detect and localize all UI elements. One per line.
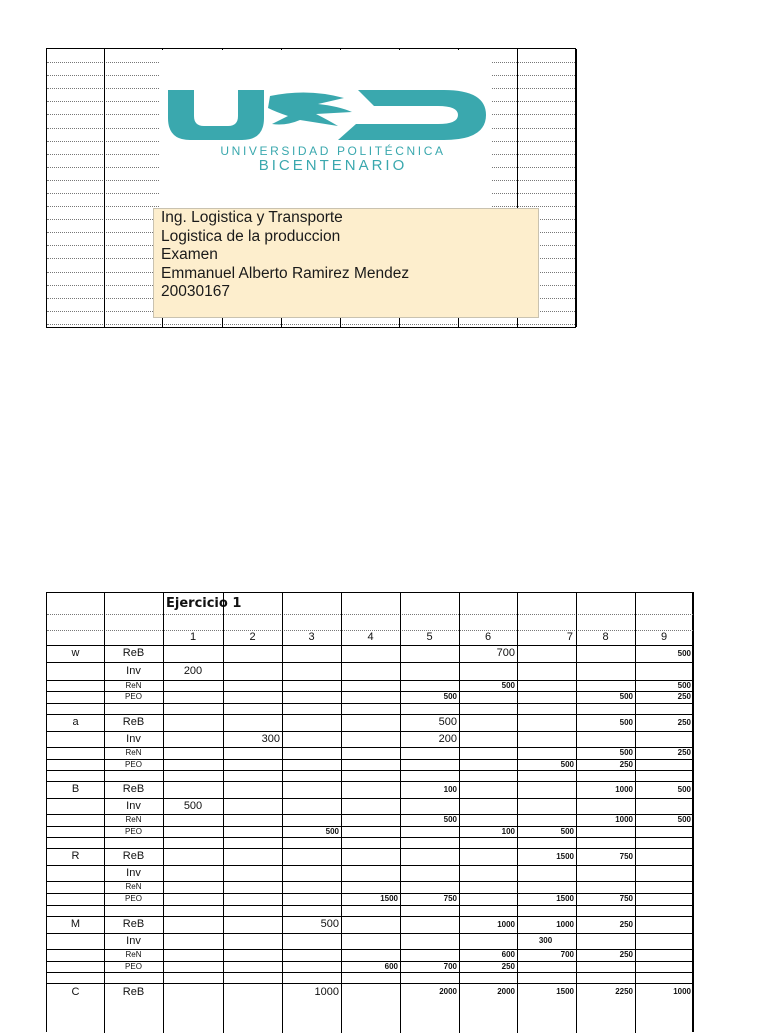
value-cell: 250 (619, 760, 633, 769)
row-label-cell: ReB (122, 986, 145, 998)
period-header: 7 (566, 631, 573, 643)
value-cell: 500 (325, 827, 339, 836)
table-row-line (47, 905, 693, 906)
value-cell: 300 (538, 936, 553, 945)
row-label-cell: PEO (125, 760, 142, 769)
value-cell: 750 (619, 852, 633, 861)
logo-university-text: UNIVERSIDAD POLITÉCNICA (220, 144, 446, 158)
value-cell: 500 (619, 718, 633, 727)
logo-bicentenario-text: BICENTENARIO (258, 157, 408, 174)
value-cell: 500 (320, 918, 339, 930)
value-cell: 250 (677, 692, 691, 701)
value-cell: 1500 (556, 987, 574, 996)
row-label-cell: Inv (126, 867, 141, 879)
value-cell: 500 (619, 692, 633, 701)
period-header: 4 (367, 631, 374, 643)
value-cell: 200 (438, 733, 457, 745)
value-cell: 1500 (556, 852, 574, 861)
row-label-cell: ReN (125, 748, 142, 757)
exam-info-box (153, 208, 539, 318)
value-cell: 1000 (615, 815, 633, 824)
value-cell: 500 (560, 760, 574, 769)
table-row-line (47, 770, 693, 771)
value-cell: 600 (501, 950, 515, 959)
row-label-cell: ReB (122, 918, 145, 930)
value-cell: 500 (438, 716, 457, 728)
value-cell: 1000 (615, 785, 633, 794)
value-cell: 500 (560, 827, 574, 836)
item-name-cell: C (71, 986, 80, 998)
program-name: Ing. Logistica y Transporte (161, 209, 343, 226)
value-cell: 500 (677, 815, 691, 824)
row-label-cell: Inv (126, 733, 141, 745)
row-label-cell: PEO (125, 692, 142, 701)
value-cell: 500 (677, 681, 691, 690)
course-name: Logistica de la produccion (161, 227, 341, 245)
value-cell: 750 (619, 894, 633, 903)
row-label-cell: ReN (125, 815, 142, 824)
value-cell: 250 (677, 718, 691, 727)
value-cell: 1000 (556, 920, 574, 929)
item-name-cell: M (70, 918, 81, 930)
value-cell: 500 (183, 800, 203, 812)
table-column-line (282, 593, 283, 1033)
value-cell: 500 (443, 815, 457, 824)
value-cell: 700 (496, 647, 515, 659)
table-row-line (47, 972, 693, 973)
header-grid-row-line (47, 324, 575, 325)
value-cell: 2250 (615, 987, 633, 996)
value-cell: 500 (677, 785, 691, 794)
period-header: 6 (484, 631, 492, 643)
period-header: 5 (426, 631, 433, 643)
row-label-cell: ReN (125, 882, 142, 891)
document-type: Examen (161, 246, 218, 264)
item-name-cell: w (71, 647, 80, 659)
value-cell: 250 (619, 920, 633, 929)
value-cell: 300 (261, 733, 280, 745)
value-cell: 500 (619, 748, 633, 757)
value-cell: 1000 (497, 920, 515, 929)
table-column-line (576, 593, 577, 1033)
value-cell: 1500 (556, 894, 574, 903)
value-cell: 1000 (673, 987, 691, 996)
value-cell: 700 (443, 962, 457, 971)
udb-logo-icon (168, 90, 488, 142)
row-label-cell: Inv (126, 935, 141, 947)
header-sheet-grid (46, 48, 576, 328)
header-grid-column-line (104, 49, 105, 327)
item-name-cell: B (71, 783, 80, 795)
value-cell: 500 (443, 692, 457, 701)
row-label-cell: Inv (126, 665, 141, 677)
row-label-cell: PEO (125, 894, 142, 903)
period-header: 2 (249, 631, 256, 643)
exercise-table (46, 592, 694, 1032)
row-label-cell: PEO (125, 827, 142, 836)
table-row-line (47, 703, 693, 704)
value-cell: 600 (384, 962, 398, 971)
period-header: 8 (602, 631, 609, 643)
item-name-cell: a (72, 716, 79, 728)
student-id: 20030167 (161, 283, 230, 301)
period-header: 3 (308, 631, 315, 643)
value-cell: 500 (501, 681, 515, 690)
exercise-title: Ejercicio 1 (166, 596, 242, 611)
student-name: Emmanuel Alberto Ramirez Mendez (161, 264, 410, 282)
row-label-cell: ReB (122, 783, 145, 795)
row-label-cell: ReN (125, 681, 142, 690)
value-cell: 2000 (497, 987, 515, 996)
value-cell: 250 (619, 950, 633, 959)
value-cell: 250 (677, 748, 691, 757)
header-grid-column-line (576, 49, 577, 327)
item-name-cell: R (71, 850, 80, 862)
value-cell: 500 (677, 649, 691, 658)
row-label-cell: ReN (125, 950, 142, 959)
value-cell: 700 (560, 950, 574, 959)
value-cell: 250 (501, 962, 515, 971)
value-cell: 750 (443, 894, 457, 903)
table-column-line (517, 593, 518, 1033)
row-label-cell: ReB (122, 850, 145, 862)
row-label-cell: ReB (122, 716, 145, 728)
university-logo (160, 50, 492, 208)
table-row-line (47, 837, 693, 838)
value-cell: 100 (443, 785, 457, 794)
period-header: 1 (189, 631, 197, 643)
table-row-line (47, 614, 693, 615)
period-header: 9 (660, 631, 668, 643)
row-label-cell: PEO (125, 962, 142, 971)
value-cell: 100 (501, 827, 515, 836)
value-cell: 1500 (380, 894, 398, 903)
table-column-line (223, 593, 224, 1033)
value-cell: 200 (183, 665, 203, 677)
row-label-cell: ReB (122, 647, 145, 659)
value-cell: 2000 (439, 987, 457, 996)
value-cell: 1000 (314, 986, 339, 998)
row-label-cell: Inv (126, 800, 141, 812)
